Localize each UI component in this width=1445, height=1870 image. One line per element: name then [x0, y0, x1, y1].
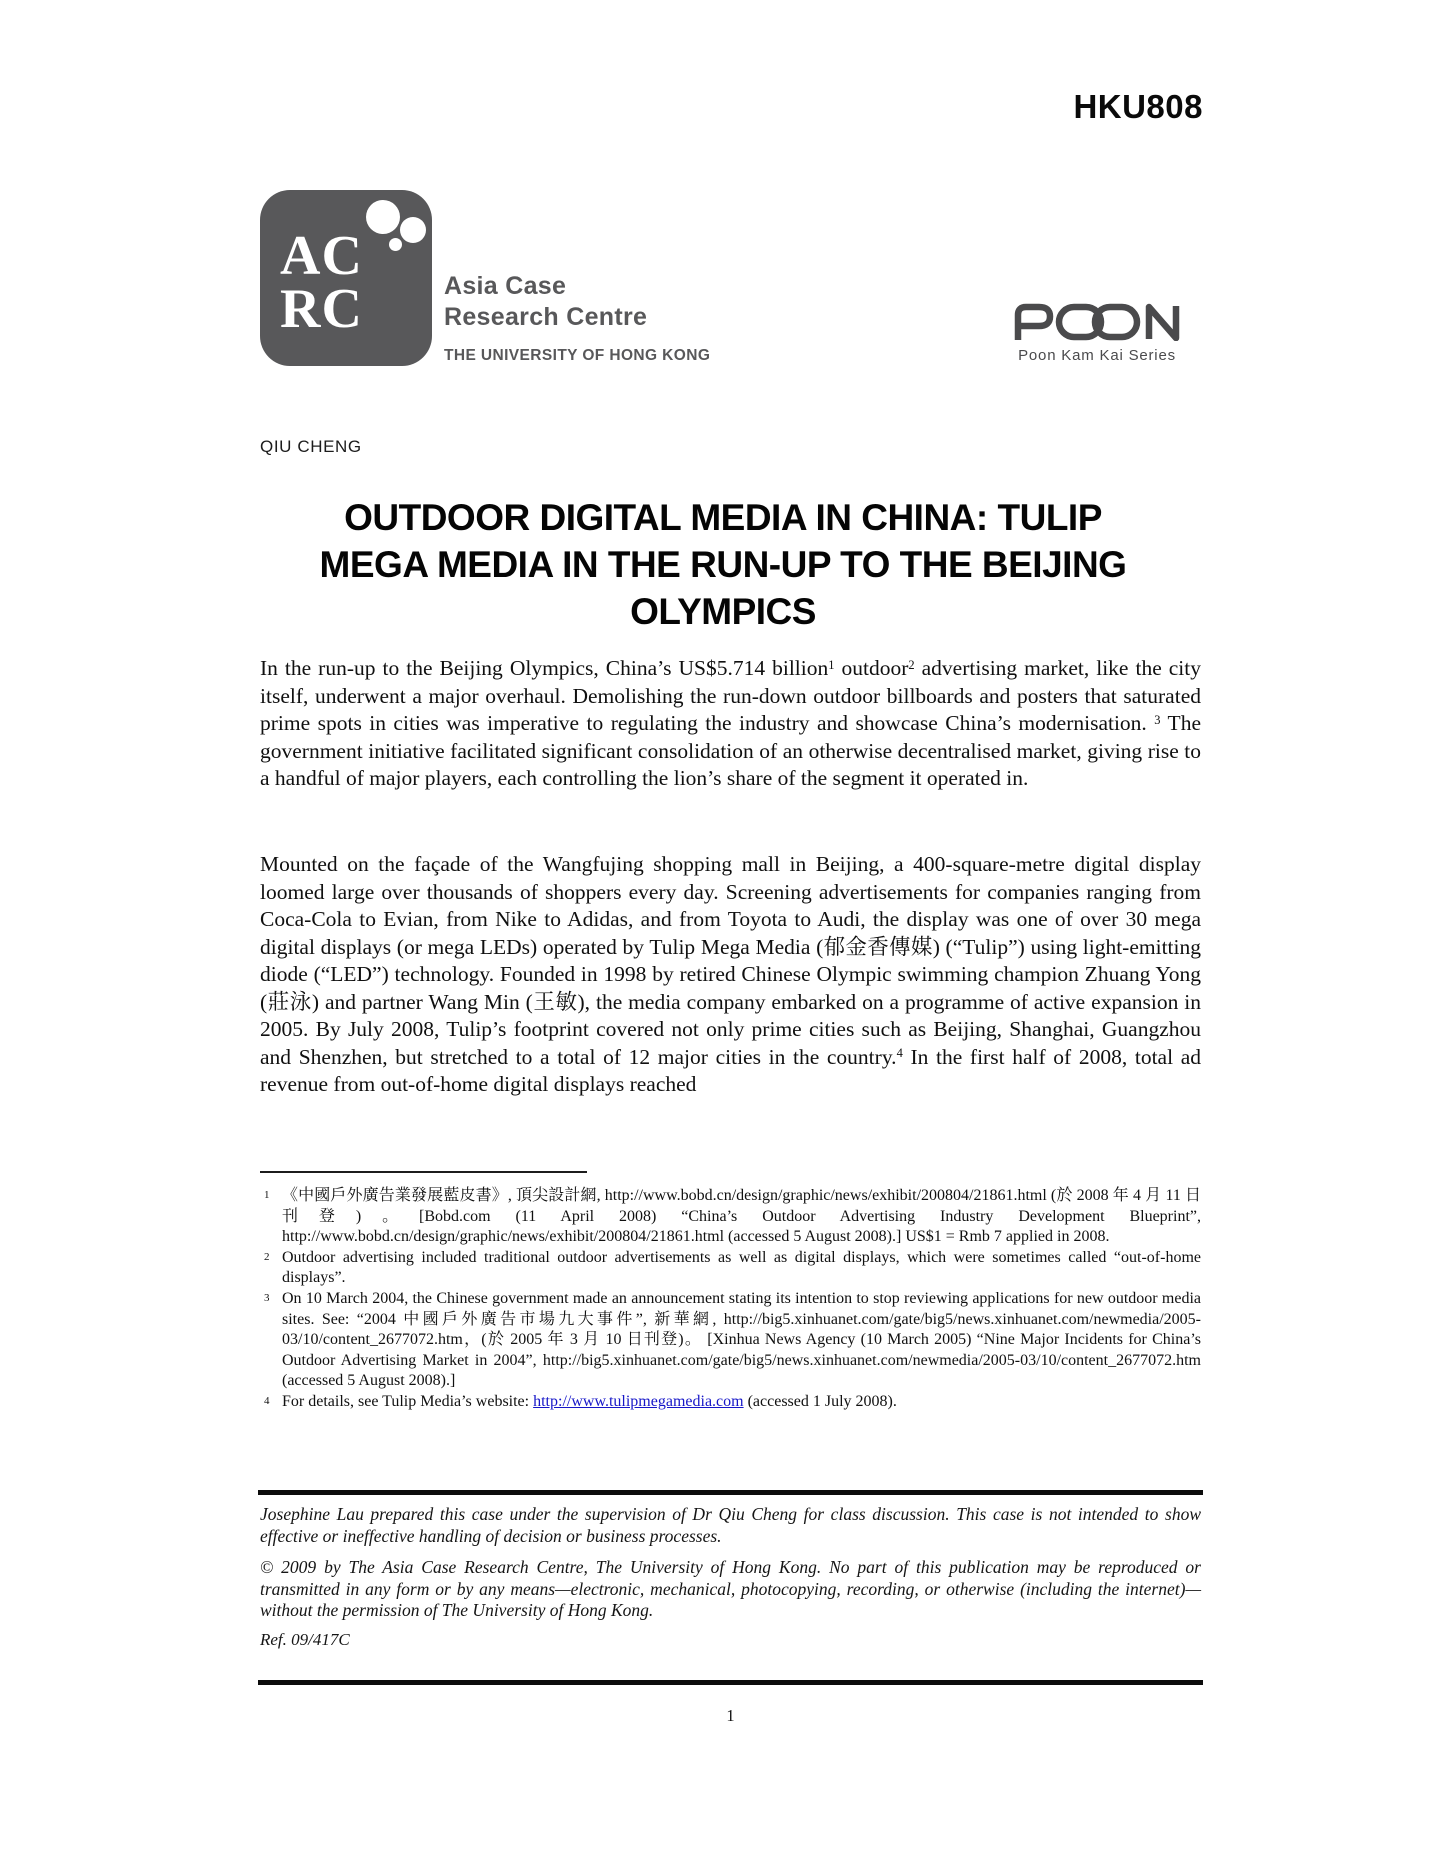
attribution-note: Josephine Lau prepared this case under the supervision of Dr Qiu Cheng for class discussion. This case is not intended to show effective or ineffective handling of decision or business processes. — [260, 1504, 1201, 1546]
body-paragraph-1 — [260, 655, 1201, 793]
acrc-logo-line2: RC — [280, 278, 363, 340]
university-name: THE UNIVERSITY OF HONG KONG — [444, 347, 711, 364]
divider-rule-top — [258, 1490, 1203, 1495]
acrc-org-line2: Research Centre — [444, 303, 648, 331]
text-run: Mounted on the façade of the Wangfujing shopping mall in Beijing, a 400-square-metre digital display loomed large over thousands of shoppers every day. Screening advertisements for companies ranging from Coca-Cola to Evian, from Nike to Adidas, and from Toyota to Audi, the display was one of over 30 mega digital displays (or mega LEDs) operated by Tulip Mega Media (郁金香傳媒) (“Tulip”) using light-emitting diode (“LED”) technology. Founded in 1998 by retired Chinese Olympic swimming champion Zhuang Yong (莊泳) and partner Wang Min (王敏), the media company embarked on a programme of active expansion in 2005. By July 2008, Tulip’s footprint covered not only prime cities such as Beijing, Shanghai, Guangzhou and Shenzhen, but stretched to a total of 12 major cities in the country. — [260, 852, 1201, 1069]
footnote-text — [282, 1393, 897, 1410]
text-run: outdoor — [834, 656, 909, 680]
case-title — [245, 494, 1201, 635]
acrc-org-line1: Asia Case — [444, 272, 567, 300]
hyperlink[interactable]: http://www.tulipmegamedia.com — [533, 1392, 744, 1410]
text-run: advertising market, like the city itself, underwent a major overhaul. Demolishing the run-down outdoor billboards and posters that saturated prime spots in cities was imperative to regulating the industry and showcase China’s modernisation. — [260, 656, 1201, 735]
acrc-logo — [260, 190, 432, 366]
footnote-number: 1 — [264, 1189, 270, 1201]
footnote-ref-superscript: 3 — [1154, 712, 1161, 727]
acrc-org-name — [444, 271, 647, 333]
footnote-number: 4 — [264, 1394, 270, 1407]
reference-number: Ref. 09/417C — [260, 1630, 350, 1649]
text-run: In the first half of 2008, total ad revenue from out-of-home digital displays reached — [260, 1044, 1202, 1096]
footnote-separator — [260, 1171, 587, 1173]
title-line-1: OUTDOOR DIGITAL MEDIA IN CHINA: TULIP — [344, 497, 1102, 538]
poon-logo-icon — [1013, 303, 1181, 341]
footnote-2 — [260, 1248, 1201, 1289]
text-run: The government initiative facilitated significant consolidation of an otherwise decentralised market, giving rise to a handful of major players, each controlling the lion’s share of the segment it operated in. — [260, 711, 1201, 790]
text-run: In the run-up to the Beijing Olympics, China’s US$5.714 billion — [260, 656, 829, 680]
logo-dot-icon — [366, 200, 400, 234]
copyright-notice: © 2009 by The Asia Case Research Centre, The University of Hong Kong. No part of this publication may be reproduced or transmitted in any form or by any means—electronic, mechanical, photocopying, recording, or otherwise (including the internet)—without the permission of The University of Hong Kong. — [260, 1557, 1201, 1620]
footnote-3 — [260, 1289, 1201, 1392]
page-number: 1 — [726, 1706, 735, 1725]
footnote-ref-superscript: 4 — [896, 1046, 903, 1061]
divider-rule-bottom — [258, 1680, 1203, 1685]
text-run: 《中國戶外廣告業發展藍皮書》, 頂尖設計網, http://www.bobd.cn/design/graphic/news/exhibit/200804/21861.html (於 2008 年 4 月 11 日刊登)。[Bobd.com (11 April 2008) “China’s Outdoor Advertising Industry Development Blueprint”, http://www.bobd.cn/design/graphic/news/exhibit/200804/21861.html (accessed 5 August 2008).] US$1 = Rmb 7 applied in 2008. — [282, 1187, 1201, 1246]
footnote-number: 3 — [264, 1291, 270, 1304]
footnote-4 — [260, 1392, 1201, 1413]
text-run: For details, see Tulip Media’s website: — [282, 1392, 534, 1410]
text-run: (accessed 1 July 2008). — [743, 1392, 897, 1410]
text-run: On 10 March 2004, the Chinese government made an announcement stating its intention to stop reviewing applications for new outdoor media sites. See: “2004 中國戶外廣告市場九大事件”, 新華網, http://big5.xinhuanet.com/gate/big5/news.xinhuanet.com/newmedia/2005-03/10/content_2677072.htm，(於 2005 年 3 月 10 日刊登)。 [Xinhua News Agency (10 March 2005) “Nine Major Incidents for China’s Outdoor Advertising Market in 2004”, http://big5.xinhuanet.com/gate/big5/news.xinhuanet.com/newmedia/2005-03/10/content_2677072.htm (accessed 5 August 2008).] — [282, 1289, 1201, 1390]
author-name: QIU CHENG — [260, 437, 362, 456]
footnotes-section — [260, 1186, 1201, 1413]
footnote-text — [282, 1187, 1201, 1245]
footnote-text — [282, 1290, 1201, 1389]
case-code: HKU808 — [1073, 88, 1203, 125]
acrc-logo-letters — [280, 225, 363, 340]
title-line-2: MEGA MEDIA IN THE RUN-UP TO THE BEIJING — [319, 544, 1127, 585]
footnote-ref-superscript: 1 — [828, 657, 835, 672]
logo-dot-icon — [389, 238, 402, 251]
acrc-logo-line1: AC — [280, 225, 363, 287]
footnote-ref-superscript: 2 — [908, 657, 915, 672]
poon-logo — [1010, 303, 1184, 364]
text-run: Outdoor advertising included traditional outdoor advertisements as well as digital displays, which were sometimes called “out-of-home displays”. — [282, 1248, 1201, 1287]
title-line-3: OLYMPICS — [630, 591, 816, 632]
logo-dot-icon — [400, 217, 426, 243]
body-paragraph-2 — [260, 851, 1201, 1099]
footnote-number: 2 — [264, 1250, 270, 1263]
footnote-1 — [260, 1186, 1201, 1248]
footnote-text — [282, 1249, 1201, 1287]
poon-series-label: Poon Kam Kai Series — [1018, 347, 1176, 364]
